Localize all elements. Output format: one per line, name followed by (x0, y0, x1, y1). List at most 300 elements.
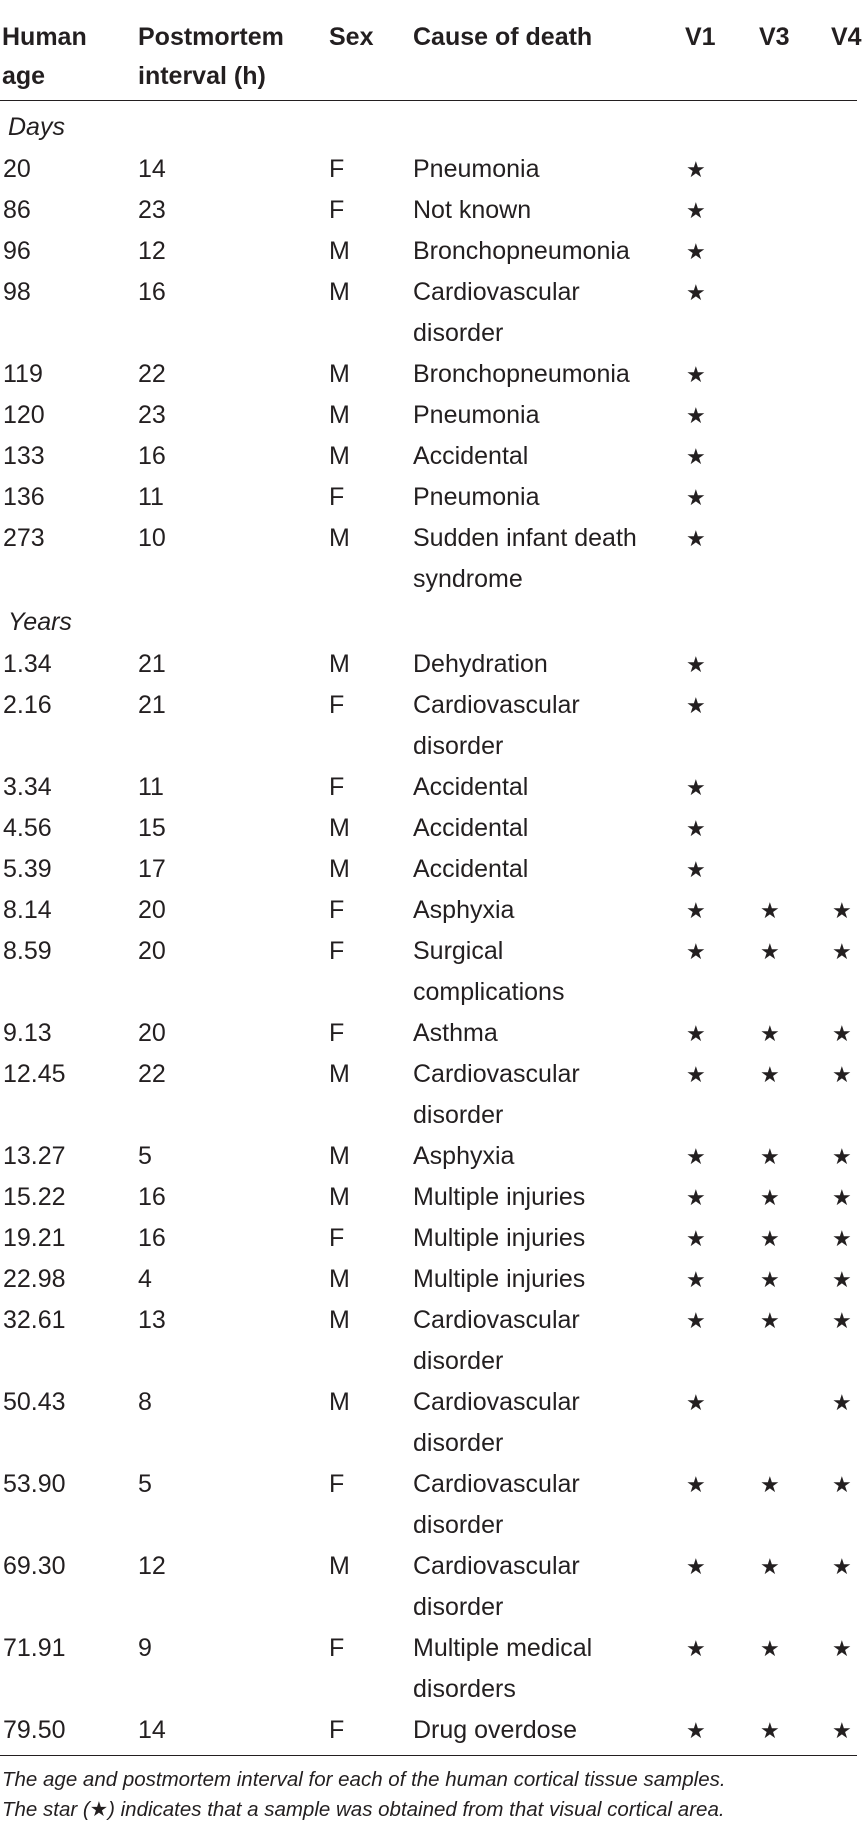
star-icon: ★ (832, 1554, 852, 1579)
star-icon: ★ (760, 1636, 780, 1661)
cell-v3 (754, 1177, 826, 1218)
cell-age: 50.43 (3, 1388, 66, 1416)
cause-line: Cardiovascular (413, 1306, 580, 1334)
star-icon: ★ (686, 362, 706, 387)
cause-line: Cardiovascular (413, 1552, 580, 1580)
cell-v1 (680, 1259, 754, 1300)
cell-v4 (826, 1710, 857, 1756)
cause-line: Accidental (413, 442, 529, 470)
cell-v1 (680, 354, 754, 395)
cell-postmortem-interval: 20 (138, 896, 166, 924)
cause-line: Multiple injuries (413, 1224, 586, 1252)
cell-sex: M (329, 1306, 350, 1334)
star-icon: ★ (686, 526, 706, 551)
cell-age: 119 (3, 360, 43, 388)
cause-line: disorder (413, 732, 504, 760)
star-icon: ★ (686, 693, 706, 718)
cause-line: Multiple medical (413, 1634, 593, 1662)
cell-cause-of-death (413, 272, 680, 354)
cell-postmortem-interval: 16 (138, 1183, 166, 1211)
table-row (0, 808, 857, 849)
table-row (0, 890, 857, 931)
cell-sex: M (329, 1388, 350, 1416)
cause-line: syndrome (413, 565, 523, 593)
cause-line: Asphyxia (413, 1142, 515, 1170)
cell-cause-of-death (413, 1136, 680, 1177)
cell-cause-of-death (413, 1177, 680, 1218)
cause-line: Bronchopneumonia (413, 360, 630, 388)
group-label: Days (8, 113, 65, 141)
table-row (0, 1628, 857, 1710)
cell-v1 (680, 1710, 754, 1756)
cell-sex: M (329, 401, 350, 429)
group-label: Years (8, 608, 72, 636)
star-icon: ★ (686, 775, 706, 800)
table-row (0, 395, 857, 436)
table-row (0, 767, 857, 808)
cause-line: Multiple injuries (413, 1265, 586, 1293)
table-row (0, 1054, 857, 1136)
cell-cause-of-death (413, 231, 680, 272)
star-icon: ★ (832, 1062, 852, 1087)
table-row (0, 931, 857, 1013)
cell-v4 (826, 1382, 857, 1464)
cell-sex: F (329, 937, 345, 965)
cause-line: Cardiovascular (413, 691, 580, 719)
header-v4: V4 (826, 0, 857, 101)
cell-cause-of-death (413, 849, 680, 890)
star-icon: ★ (686, 1718, 706, 1743)
cell-sex: F (329, 896, 345, 924)
cell-v1 (680, 1546, 754, 1628)
cell-sex: M (329, 814, 350, 842)
cause-line: Cardiovascular (413, 278, 580, 306)
cell-v1 (680, 1054, 754, 1136)
star-icon: ★ (686, 652, 706, 677)
table-row (0, 1546, 857, 1628)
cause-line: Surgical (413, 937, 504, 965)
cell-v3 (754, 1054, 826, 1136)
cell-sex: M (329, 1552, 350, 1580)
cell-age: 15.22 (3, 1183, 66, 1211)
cell-cause-of-death (413, 354, 680, 395)
table-row (0, 1710, 857, 1756)
table-row (0, 272, 857, 354)
cell-v1 (680, 272, 754, 354)
cell-sex: F (329, 1224, 345, 1252)
star-icon: ★ (760, 1185, 780, 1210)
star-icon: ★ (832, 1267, 852, 1292)
cause-line: Pneumonia (413, 483, 540, 511)
cell-cause-of-death (413, 1259, 680, 1300)
cell-v1 (680, 231, 754, 272)
table-row (0, 685, 857, 767)
star-icon: ★ (686, 280, 706, 305)
cell-sex: M (329, 855, 350, 883)
table-row (0, 1464, 857, 1546)
cell-postmortem-interval: 14 (138, 1710, 329, 1756)
cell-postmortem-interval: 16 (138, 278, 166, 306)
cell-v1 (680, 1382, 754, 1464)
cell-age: 1.34 (3, 650, 52, 678)
star-icon: ★ (760, 1021, 780, 1046)
cell-sex: M (329, 442, 350, 470)
star-icon: ★ (686, 1267, 706, 1292)
star-icon: ★ (832, 1472, 852, 1497)
table-body (0, 101, 857, 1756)
cell-sex: F (329, 1634, 345, 1662)
header-human-age-line1: Human (2, 23, 87, 51)
cell-age: 2.16 (3, 691, 52, 719)
cell-v3 (754, 149, 826, 190)
star-icon: ★ (832, 1308, 852, 1333)
table-row (0, 1013, 857, 1054)
cell-age: 120 (3, 401, 45, 429)
cell-postmortem-interval: 4 (138, 1265, 152, 1293)
cell-v4 (826, 1464, 857, 1546)
cause-line: disorder (413, 1347, 504, 1375)
cell-v1 (680, 890, 754, 931)
table-row (0, 477, 857, 518)
cell-postmortem-interval: 21 (138, 650, 166, 678)
cause-line: complications (413, 978, 565, 1006)
cell-age: 98 (3, 278, 31, 306)
cell-v4 (826, 1300, 857, 1382)
cell-cause-of-death (413, 808, 680, 849)
table-caption (2, 1765, 852, 1825)
cell-v1 (680, 395, 754, 436)
cell-v1 (680, 436, 754, 477)
cell-cause-of-death (413, 395, 680, 436)
cell-v4 (826, 518, 857, 600)
cell-v4 (826, 1136, 857, 1177)
table-row (0, 644, 857, 685)
cell-v4 (826, 1628, 857, 1710)
star-icon: ★ (686, 816, 706, 841)
caption-line-1: The age and postmortem interval for each of the human cortical tissue samples. (2, 1768, 726, 1791)
cell-postmortem-interval: 20 (138, 1019, 166, 1047)
cell-v3 (754, 808, 826, 849)
cell-age: 79.50 (0, 1710, 138, 1756)
cell-v4 (826, 272, 857, 354)
cell-v4 (826, 1013, 857, 1054)
cell-v4 (826, 149, 857, 190)
cell-v4 (826, 477, 857, 518)
cell-age: 133 (3, 442, 45, 470)
cell-age: 71.91 (3, 1634, 66, 1662)
cell-postmortem-interval: 12 (138, 237, 166, 265)
cell-age: 96 (3, 237, 31, 265)
cell-v3 (754, 231, 826, 272)
cell-sex: M (329, 1265, 350, 1293)
cell-v4 (826, 1177, 857, 1218)
group-row-years (0, 600, 857, 644)
star-icon: ★ (686, 485, 706, 510)
header-postmortem-line1: Postmortem (138, 23, 284, 51)
cell-cause-of-death (413, 518, 680, 600)
cell-sex: M (329, 1142, 350, 1170)
cell-v1 (680, 1300, 754, 1382)
star-icon: ★ (832, 939, 852, 964)
cell-v4 (826, 1218, 857, 1259)
cell-age: 32.61 (3, 1306, 66, 1334)
cause-line: Asphyxia (413, 896, 515, 924)
cell-v3 (754, 272, 826, 354)
cell-v4 (826, 890, 857, 931)
cell-v4 (826, 395, 857, 436)
cell-cause-of-death (413, 1300, 680, 1382)
cell-v3 (754, 1259, 826, 1300)
cell-v4 (826, 685, 857, 767)
cell-v3 (754, 395, 826, 436)
cell-postmortem-interval: 16 (138, 1224, 166, 1252)
cell-cause-of-death (413, 890, 680, 931)
cell-sex: M (329, 524, 350, 552)
cell-v3 (754, 1464, 826, 1546)
cell-v4 (826, 190, 857, 231)
star-icon: ★ (686, 1226, 706, 1251)
table-row (0, 149, 857, 190)
star-icon: ★ (686, 157, 706, 182)
cell-age: 3.34 (3, 773, 52, 801)
cell-v3 (754, 890, 826, 931)
star-icon: ★ (686, 198, 706, 223)
cell-cause-of-death (413, 1710, 680, 1756)
cause-line: Cardiovascular (413, 1388, 580, 1416)
star-icon: ★ (686, 1636, 706, 1661)
cell-v1 (680, 190, 754, 231)
star-icon: ★ (832, 1718, 852, 1743)
star-icon: ★ (686, 898, 706, 923)
cell-v3 (754, 1013, 826, 1054)
cell-v1 (680, 1177, 754, 1218)
cell-cause-of-death (413, 1628, 680, 1710)
cell-v3 (754, 1300, 826, 1382)
cell-cause-of-death (413, 1382, 680, 1464)
cell-v3 (754, 767, 826, 808)
cell-v4 (826, 436, 857, 477)
cause-line: Dehydration (413, 650, 548, 678)
star-icon: ★ (686, 1021, 706, 1046)
cell-v3 (754, 354, 826, 395)
cell-cause-of-death (413, 477, 680, 518)
cell-postmortem-interval: 17 (138, 855, 166, 883)
cell-v4 (826, 1054, 857, 1136)
cell-cause-of-death (413, 1546, 680, 1628)
cell-v1 (680, 1464, 754, 1546)
table-row (0, 1382, 857, 1464)
star-icon: ★ (686, 403, 706, 428)
cause-line: disorder (413, 1593, 504, 1621)
cause-line: Accidental (413, 814, 529, 842)
cell-age: 273 (3, 524, 45, 552)
star-icon: ★ (832, 898, 852, 923)
cell-v4 (826, 231, 857, 272)
cell-postmortem-interval: 11 (138, 773, 164, 801)
star-icon: ★ (760, 1554, 780, 1579)
cell-v3 (754, 1218, 826, 1259)
cell-age: 12.45 (3, 1060, 66, 1088)
cell-v3 (754, 518, 826, 600)
cell-postmortem-interval: 22 (138, 360, 166, 388)
cell-sex: M (329, 237, 350, 265)
cell-v1 (680, 931, 754, 1013)
cause-line: Not known (413, 196, 532, 224)
star-icon: ★ (760, 1144, 780, 1169)
cell-age: 8.14 (3, 896, 52, 924)
cell-v3 (754, 1710, 826, 1756)
star-icon: ★ (686, 857, 706, 882)
cell-sex: F (329, 155, 345, 183)
cell-age: 9.13 (3, 1019, 52, 1047)
cell-v4 (826, 931, 857, 1013)
cell-postmortem-interval: 13 (138, 1306, 166, 1334)
cell-v4 (826, 1546, 857, 1628)
cell-v4 (826, 354, 857, 395)
cause-line: disorder (413, 319, 504, 347)
cell-v1 (680, 685, 754, 767)
cause-line: Pneumonia (413, 155, 540, 183)
cell-sex: F (329, 483, 345, 511)
cell-v4 (826, 849, 857, 890)
cell-postmortem-interval: 5 (138, 1142, 152, 1170)
star-icon: ★ (832, 1226, 852, 1251)
cell-cause-of-death (413, 190, 680, 231)
cell-age: 4.56 (3, 814, 52, 842)
cell-sex: F (329, 1470, 345, 1498)
cell-sex: F (329, 196, 345, 224)
cell-postmortem-interval: 16 (138, 442, 166, 470)
cause-line: Pneumonia (413, 401, 540, 429)
cell-sex: F (329, 1019, 345, 1047)
star-icon: ★ (760, 1308, 780, 1333)
star-icon: ★ (832, 1185, 852, 1210)
cause-line: disorder (413, 1511, 504, 1539)
cell-v1 (680, 808, 754, 849)
cell-v1 (680, 149, 754, 190)
cell-v3 (754, 849, 826, 890)
cell-v1 (680, 644, 754, 685)
star-icon: ★ (760, 1718, 780, 1743)
cell-postmortem-interval: 8 (138, 1388, 152, 1416)
cell-cause-of-death (413, 644, 680, 685)
cause-line: Accidental (413, 773, 529, 801)
cause-line: Asthma (413, 1019, 498, 1047)
cell-age: 53.90 (3, 1470, 66, 1498)
star-icon: ★ (760, 1062, 780, 1087)
cell-v1 (680, 1628, 754, 1710)
cell-cause-of-death (413, 1218, 680, 1259)
cell-postmortem-interval: 14 (138, 155, 166, 183)
cell-age: 19.21 (3, 1224, 66, 1252)
star-icon: ★ (760, 1267, 780, 1292)
cell-sex: M (329, 1060, 350, 1088)
table-row (0, 231, 857, 272)
star-icon: ★ (686, 1554, 706, 1579)
star-icon: ★ (686, 239, 706, 264)
cell-postmortem-interval: 22 (138, 1060, 166, 1088)
star-icon: ★ (686, 1144, 706, 1169)
cell-age: 69.30 (3, 1552, 66, 1580)
cell-age: 22.98 (3, 1265, 66, 1293)
cell-v1 (680, 1013, 754, 1054)
star-icon: ★ (686, 1185, 706, 1210)
cell-cause-of-death (413, 149, 680, 190)
table-row (0, 518, 857, 600)
cause-line: disorder (413, 1101, 504, 1129)
cause-line: disorders (413, 1675, 516, 1703)
star-icon: ★ (760, 1472, 780, 1497)
cell-postmortem-interval: 23 (138, 196, 166, 224)
cell-v1 (680, 1136, 754, 1177)
cell-sex: M (329, 650, 350, 678)
cell-v4 (826, 767, 857, 808)
cell-v4 (826, 808, 857, 849)
table-row (0, 190, 857, 231)
cell-v3 (754, 436, 826, 477)
star-icon: ★ (686, 1062, 706, 1087)
cell-postmortem-interval: 23 (138, 401, 166, 429)
cell-sex: F (329, 1710, 413, 1756)
cell-postmortem-interval: 9 (138, 1634, 152, 1662)
header-v3: V3 (754, 0, 826, 101)
table-row (0, 1177, 857, 1218)
star-icon: ★ (686, 444, 706, 469)
table-row (0, 436, 857, 477)
cell-postmortem-interval: 5 (138, 1470, 152, 1498)
table-row (0, 1218, 857, 1259)
cell-v4 (826, 644, 857, 685)
cause-line: Multiple injuries (413, 1183, 586, 1211)
cell-sex: M (329, 360, 350, 388)
star-icon: ★ (832, 1390, 852, 1415)
cell-cause-of-death (413, 685, 680, 767)
star-icon: ★ (760, 939, 780, 964)
cell-cause-of-death (413, 931, 680, 1013)
cell-v3 (754, 1382, 826, 1464)
star-icon: ★ (760, 1226, 780, 1251)
table-row (0, 1259, 857, 1300)
table-row (0, 1136, 857, 1177)
cause-line: Cardiovascular (413, 1470, 580, 1498)
cell-v3 (754, 1136, 826, 1177)
cause-line: Accidental (413, 855, 529, 883)
table-row (0, 354, 857, 395)
cell-sex: M (329, 278, 350, 306)
header-sex: Sex (329, 0, 413, 101)
cell-age: 8.59 (3, 937, 52, 965)
cell-postmortem-interval: 10 (138, 524, 166, 552)
table-header (0, 0, 862, 101)
cell-v3 (754, 1628, 826, 1710)
cell-postmortem-interval: 12 (138, 1552, 166, 1580)
cell-cause-of-death (413, 1013, 680, 1054)
cell-postmortem-interval: 21 (138, 691, 166, 719)
cell-sex: F (329, 691, 345, 719)
cell-sex: F (329, 773, 345, 801)
cell-v4 (826, 1259, 857, 1300)
star-icon: ★ (832, 1021, 852, 1046)
cell-v3 (754, 477, 826, 518)
cell-age: 136 (3, 483, 45, 511)
cell-v3 (754, 685, 826, 767)
table-row (0, 1300, 857, 1382)
group-row-days (0, 101, 857, 150)
cause-line: Bronchopneumonia (413, 237, 630, 265)
cell-v1 (680, 849, 754, 890)
cell-cause-of-death (413, 767, 680, 808)
caption-line-2: The star (★) indicates that a sample was obtained from that visual cortical area. (2, 1798, 725, 1821)
